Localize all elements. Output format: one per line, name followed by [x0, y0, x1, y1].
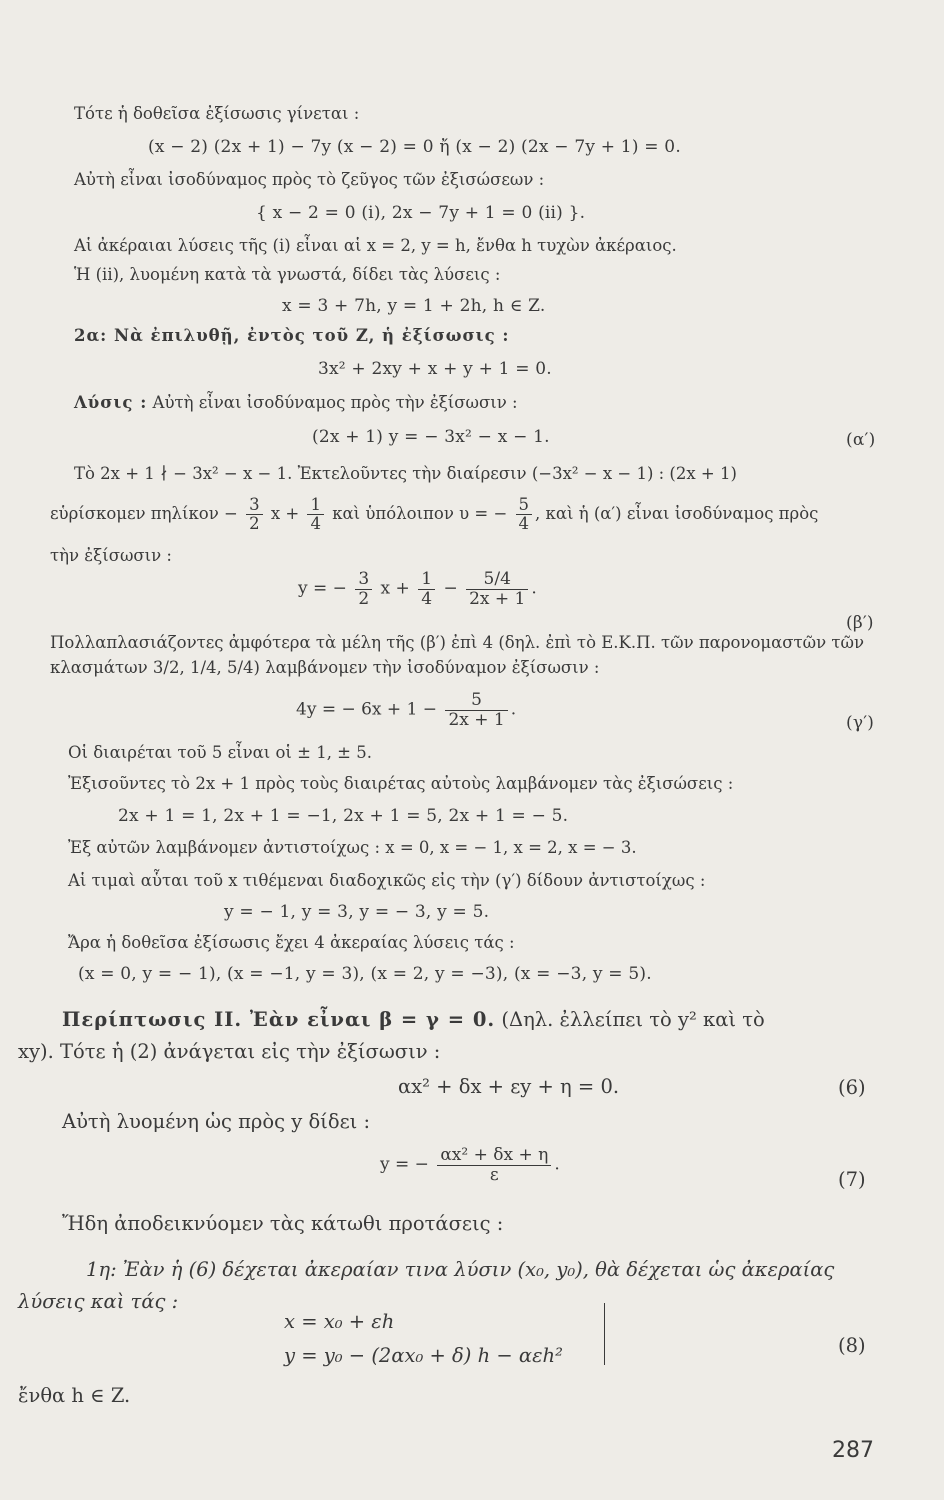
fraction — [307, 496, 324, 533]
solution-heading: Λύσις : — [74, 393, 148, 412]
text-line: Αἱ τιμαὶ αὗται τοῦ x τιθέμεναι διαδοχικῶς εἰς τὴν (γ′) δίδουν ἀντιστοίχως : — [68, 871, 706, 890]
fraction — [246, 496, 263, 533]
equation-line: 3x² + 2xy + x + y + 1 = 0. — [318, 359, 552, 379]
numerator: 3 — [246, 496, 263, 515]
text-line: Ἄρα ἡ δοθεῖσα ἐξίσωσις ἔχει 4 ἀκεραίας λύσεις τάς : — [68, 933, 515, 952]
text-span: − — [443, 578, 458, 599]
text-line: Ἡ (ii), λυομένη κατὰ τὰ γνωστά, δίδει τὰς λύσεις : — [74, 265, 501, 284]
equation-beta: y = − $\frac{3}{2}$ x + $\frac{1}{4}$ − $\frac{5/4}{2x + 1}$ . — [298, 569, 537, 609]
equation-gamma: 4y = − 6x + 1 − $\frac{5}{2x + 1}$ . — [296, 690, 517, 730]
equation-line: (x − 2) (2x + 1) − 7y (x − 2) = 0 ἤ (x − 2) (2x − 7y + 1) = 0. — [148, 137, 681, 157]
text-span: x + — [270, 504, 300, 524]
denominator: 2x + 1 — [448, 709, 505, 730]
equation-tag: (7) — [838, 1168, 866, 1191]
text-line: κλασμάτων 3/2, 1/4, 5/4) λαμβάνομεν τὴν ἰσοδύναμον ἐξίσωσιν : — [50, 658, 600, 677]
fraction — [355, 570, 372, 608]
text-span: (Δηλ. ἐλλείπει τὸ y² καὶ τὸ — [501, 1008, 765, 1031]
equation-line: { x − 2 = 0 (i), 2x − 7y + 1 = 0 (ii) }. — [256, 203, 586, 223]
numerator: 5 — [516, 496, 533, 515]
text-span: y = − — [380, 1154, 429, 1175]
text-span: καὶ ὑπόλοιπον υ = − — [332, 504, 508, 524]
equation-tag: (β′) — [846, 613, 874, 633]
numerator: 5/4 — [466, 570, 528, 590]
denominator: 2 — [358, 588, 370, 609]
numerator: αx² + δx + η — [437, 1146, 551, 1166]
page-number: 287 — [832, 1438, 874, 1463]
text-line: Τότε ἡ δοθεῖσα ἐξίσωσις γίνεται : — [74, 104, 360, 123]
equation-line: 2x + 1 = 1, 2x + 1 = −1, 2x + 1 = 5, 2x + 1 = − 5. — [118, 806, 569, 826]
numerator: 1 — [307, 496, 324, 515]
equation-line: x = 3 + 7h, y = 1 + 2h, h ∈ Z. — [282, 296, 546, 316]
text-span: x + — [380, 578, 410, 599]
brace-icon — [596, 1303, 605, 1365]
case-heading-line — [62, 1008, 765, 1031]
denominator: 2x + 1 — [469, 588, 526, 609]
fraction — [466, 570, 528, 608]
numerator: 1 — [418, 570, 435, 590]
numerator: 5 — [445, 691, 507, 711]
equation-tag: (γ′) — [846, 713, 875, 733]
text-line: Ἐξισοῦντες τὸ 2x + 1 πρὸς τοὺς διαιρέτας αὐτοὺς λαμβάνομεν τὰς ἐξισώσεις : — [68, 774, 734, 793]
fraction — [516, 496, 533, 533]
denominator: 4 — [310, 514, 321, 534]
text-span: Αὐτὴ εἶναι ἰσοδύναμος πρὸς τὴν ἐξίσωσιν : — [152, 393, 518, 412]
text-line: Τὸ 2x + 1 ∤ − 3x² − x − 1. Ἐκτελοῦντες τὴν διαίρεσιν (−3x² − x − 1) : (2x + 1) — [74, 464, 737, 483]
text-span: εὑρίσκομεν πηλίκον − — [50, 504, 238, 524]
text-line: Ἐξ αὐτῶν λαμβάνομεν ἀντιστοίχως : x = 0, x = − 1, x = 2, x = − 3. — [68, 838, 637, 857]
text-line: Αἱ ἀκέραιαι λύσεις τῆς (i) εἶναι αἱ x = 2, y = h, ἔνθα h τυχὼν ἀκέραιος. — [74, 236, 677, 255]
equation-line: αx² + δx + εy + η = 0. — [398, 1075, 620, 1098]
case-heading: Περίπτωσις ΙΙ. Ἐὰν εἶναι β = γ = 0. — [62, 1008, 496, 1031]
text-line: xy). Τότε ἡ (2) ἀνάγεται εἰς τὴν ἐξίσωσιν : — [18, 1040, 441, 1063]
equation-line: (x = 0, y = − 1), (x = −1, y = 3), (x = 2, y = −3), (x = −3, y = 5). — [78, 964, 652, 984]
equation-line: y = y₀ − (2αx₀ + δ) h − αεh² — [284, 1344, 563, 1367]
fraction — [437, 1146, 551, 1184]
proposition-line: 1η: Ἐὰν ἡ (6) δέχεται ἀκεραίαν τινα λύσιν (x₀, y₀), θὰ δέχεται ὡς ἀκεραίας — [86, 1258, 835, 1281]
text-line — [50, 496, 818, 533]
text-line: Ἤδη ἀποδεικνύομεν τὰς κάτωθι προτάσεις : — [62, 1212, 504, 1235]
numerator: 3 — [355, 570, 372, 590]
denominator: 2 — [249, 514, 260, 534]
equation-tag: (6) — [838, 1076, 866, 1099]
text-line: τὴν ἐξίσωσιν : — [50, 546, 172, 565]
fraction — [418, 570, 435, 608]
text-span: 4y = − 6x + 1 − — [296, 699, 438, 720]
fraction — [445, 691, 507, 729]
text-span: , καὶ ἡ (α′) εἶναι ἰσοδύναμος πρὸς — [535, 504, 819, 524]
equation-line: (2x + 1) y = − 3x² − x − 1. — [312, 427, 550, 447]
equation-line: y = − 1, y = 3, y = − 3, y = 5. — [224, 902, 490, 922]
denominator: 4 — [421, 588, 433, 609]
equation-tag: (α′) — [846, 430, 876, 450]
denominator: 4 — [518, 514, 530, 534]
text-line: Αὐτὴ λυομένη ὡς πρὸς y δίδει : — [62, 1110, 371, 1133]
text-line: Αὐτὴ εἶναι ἰσοδύναμος πρὸς τὸ ζεῦγος τῶν ἐξισώσεων : — [74, 170, 545, 189]
denominator: ε — [489, 1164, 499, 1185]
text-span: y = − — [298, 578, 347, 599]
text-line: Οἱ διαιρέται τοῦ 5 εἶναι οἱ ± 1, ± 5. — [68, 743, 372, 762]
text-line: Πολλαπλασιάζοντες ἀμφότερα τὰ μέλη τῆς (β′) ἐπὶ 4 (δηλ. ἐπὶ τὸ Ε.Κ.Π. τῶν παρονομαστῶν τῶν — [50, 633, 865, 652]
text-line: ἔνθα h ∈ Z. — [18, 1384, 131, 1407]
equation-tag: (8) — [838, 1334, 866, 1357]
text-line — [74, 393, 518, 412]
problem-heading: 2α: Νὰ ἐπιλυθῇ, ἐντὸς τοῦ Z, ἡ ἐξίσωσις : — [74, 326, 510, 345]
equation-line: x = x₀ + εh — [284, 1310, 395, 1333]
equation-seven: y = − $\frac{\text{αx² + δx + η}}{\varepsilon}$ . — [380, 1145, 560, 1185]
text-line: λύσεις καὶ τάς : — [18, 1290, 179, 1313]
